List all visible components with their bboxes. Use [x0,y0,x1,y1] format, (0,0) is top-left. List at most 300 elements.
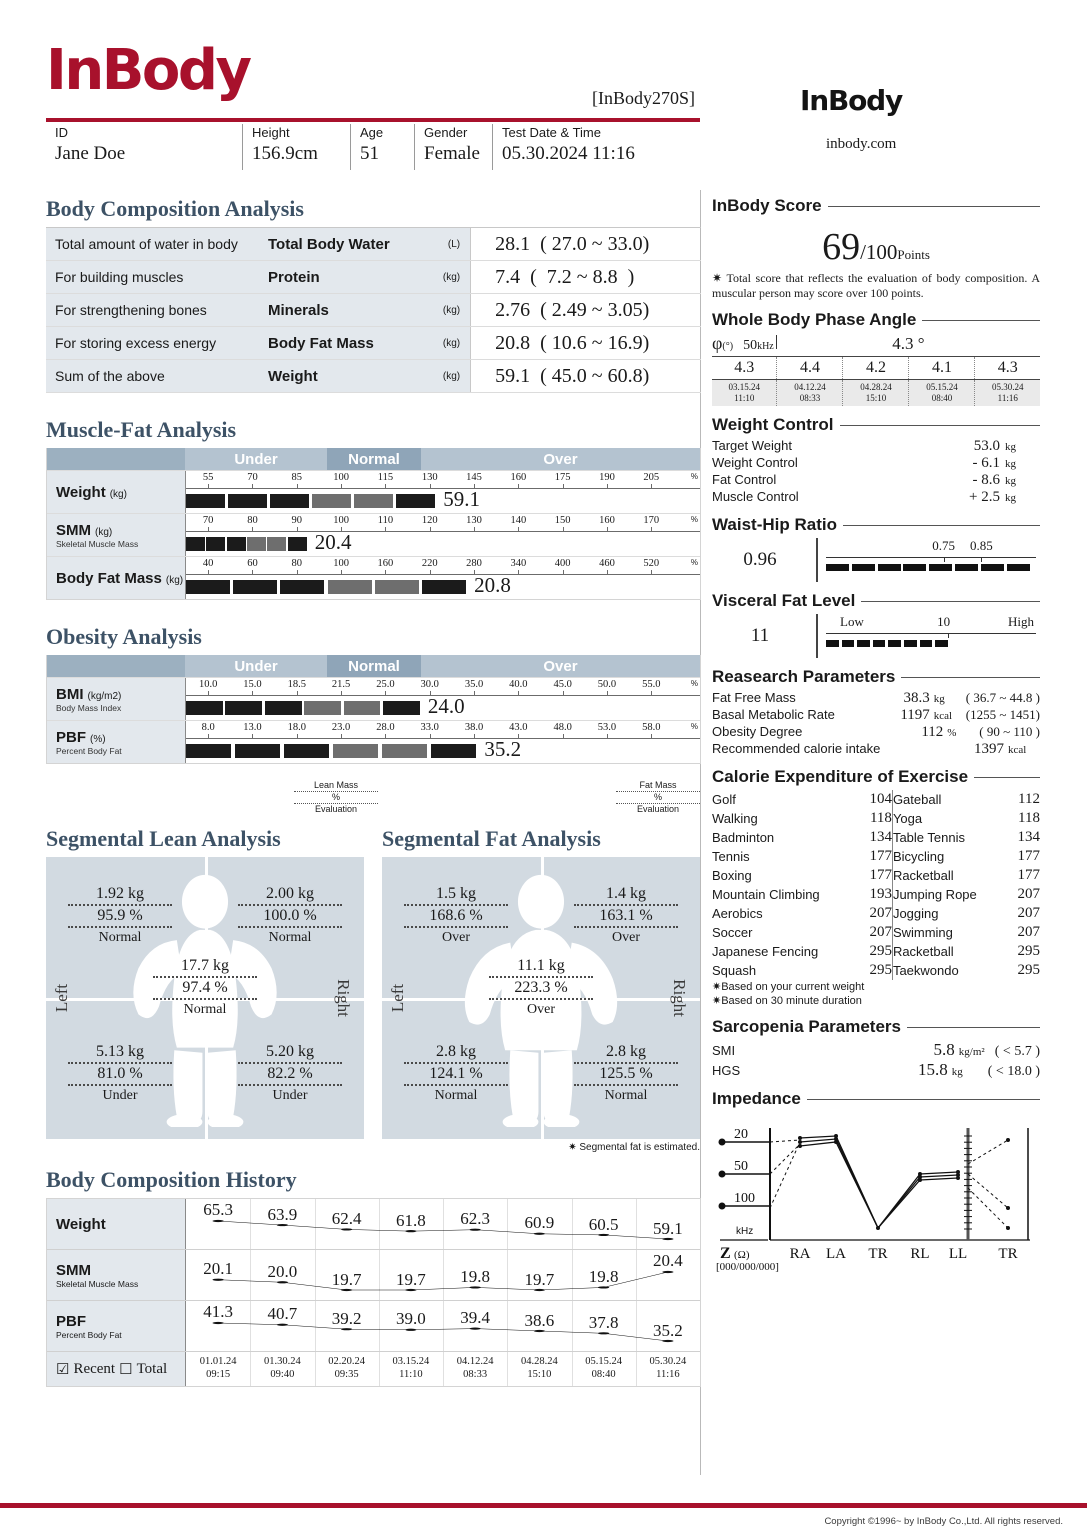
row-description: For strengthening bones [46,294,262,327]
impedance-y-tick: 100 [734,1191,755,1206]
impedance-footer: [000/000/000] [716,1261,779,1272]
phase-angle-date: 04.12.24 08:33 [777,380,843,407]
history-date-label [585,1355,622,1381]
row-name: Protein [262,261,427,294]
visceral-fat-gauge-row [712,614,1040,658]
segmental-fat-note: ✷ Segmental fat is estimated. [568,1142,700,1153]
tick-label: 400 [554,558,571,569]
graph-bar-fill [186,494,435,508]
tick-mark [208,570,209,574]
obesity-band-header [47,655,700,677]
segment-mass: 17.7 kg [153,957,257,978]
impedance-x-tick: RL [910,1246,930,1262]
tick-mark [607,527,608,531]
graph-tick-axis [186,721,700,739]
segment-evaluation: Under [272,1088,308,1103]
fat-legend-line2: % [616,792,700,804]
band-over-2: Over [421,655,700,677]
tick-mark [385,734,386,738]
band-normal: Normal [327,448,421,470]
band-header-spacer [47,448,185,470]
history-title: Body Composition History [46,1167,297,1192]
tick-label: 85 [291,472,303,483]
graph-tick-axis [186,557,700,575]
bar-segment [422,580,466,594]
research-unit: kcal [933,710,953,722]
title-rule-4 [843,525,1040,526]
phase-angle-header [712,310,1040,330]
visceral-fat-gauge [816,614,1040,658]
inbody-score-value: 69 [822,226,861,268]
title-rule-8 [907,1027,1040,1028]
frequency-unit: kHz [757,341,774,352]
lean-legend-line2: % [294,792,378,804]
history-value-label: 59.1 [653,1218,683,1238]
impedance-z-label: Z [720,1245,731,1262]
sarcopenia-range: ( < 5.7 ) [994,1044,1040,1059]
gauge-dash [873,640,886,647]
phi-symbol: φ [712,333,723,353]
history-value-label: 37.8 [588,1312,619,1332]
phase-angle-date: 03.15.24 11:10 [712,380,777,407]
impedance-khz-label: kHz [736,1226,754,1237]
weight-control-header [712,415,1040,435]
bar-segment [344,701,381,715]
segment-mass: 2.8 kg [574,1043,678,1064]
title-rule-7 [974,777,1040,778]
exercise-row [712,904,1040,923]
left-side-label: Left [388,983,408,1013]
segment-left-leg [68,1043,172,1104]
research-row [712,690,1040,707]
history-metric-name: SMM [56,1261,91,1279]
tick-label: 10.0 [198,679,218,690]
inbody-score-value-box [712,219,1040,271]
patient-field-id [46,124,242,170]
tick-label: 55 [202,472,214,483]
whr-tick-label: 0.85 [970,538,993,553]
gauge-dash [904,640,917,647]
field-value: Female [424,143,480,164]
segment-mass: 5.20 kg [238,1043,342,1064]
history-line-chart [186,1199,700,1249]
exercise-note-2: ✷Based on 30 minute duration [712,995,862,1007]
row-description: Total amount of water in body [46,228,262,261]
exercise-name-left: Soccer [712,925,753,940]
weight-control-unit: kg [1005,458,1016,470]
graph-row [47,677,700,720]
segment-left-arm [68,885,172,946]
graph-row [47,513,700,556]
gauge-dash [1007,564,1030,571]
percent-symbol: % [690,679,698,688]
exercise-calories-left: 295 [861,961,893,980]
tick-label: 80 [247,515,258,526]
tick-label: 38.0 [464,722,484,733]
segment-evaluation: Over [527,1002,555,1017]
tick-mark [651,570,652,574]
phase-angle-subheader [712,333,1040,354]
graph-row [47,556,700,599]
phase-angle-current: 4.3 ° [892,334,925,353]
tick-mark [341,570,342,574]
header-divider-rule [46,118,700,122]
history-row-body [185,1199,700,1249]
lean-mass-legend [294,780,378,815]
row-description: Sum of the above [46,360,262,393]
impedance-x-tick: LA [826,1246,846,1262]
visceral-fat-value: 11 [750,625,770,646]
gauge-dash [857,640,870,647]
patient-field-age [350,124,414,170]
exercise-name-right: Taekwondo [892,963,959,978]
inbody-score-denominator: /100 [860,240,898,264]
history-row-label [47,1199,185,1249]
tick-label: 70 [202,515,214,526]
exercise-calories-right: 177 [1017,867,1040,883]
graph-row-label [47,557,185,599]
metric-unit: (%) [90,733,106,745]
exercise-calories-right: 134 [1017,829,1040,845]
sarcopenia-title: Sarcopenia Parameters [712,1017,901,1036]
tick-label: 160 [599,515,615,526]
tick-label: 50.0 [597,679,617,690]
graph-bar-value: 35.2 [484,737,522,761]
exercise-calories-right: 207 [1017,905,1040,921]
body-composition-title: Body Composition Analysis [46,196,304,221]
bar-segment [265,701,302,715]
phase-angle-value: 4.4 [777,357,843,380]
exercise-name-right: Table Tennis [892,830,965,845]
graph-row [47,720,700,763]
research-value: 112 [921,724,944,740]
bar-segment [333,744,378,758]
vfl-low-label: Low [840,614,864,629]
impedance-y-tick: 50 [734,1159,748,1174]
metric-unit: (kg) [95,526,113,538]
sarcopenia-label: SMI [712,1043,736,1058]
weight-control-value: - 8.6 [972,472,1000,488]
inbody-website-url: inbody.com [826,136,897,152]
bar-segment [228,494,267,508]
date-cell-divider [636,1352,637,1386]
bar-segment [267,537,286,551]
bar-segment [375,580,419,594]
tick-label: 280 [466,558,482,569]
tick-label: 18.5 [287,679,306,690]
history-value-label: 19.7 [396,1269,426,1289]
research-row [712,741,1040,758]
body-composition-row [46,360,701,393]
weight-control-label: Muscle Control [712,489,799,504]
history-footer [47,1352,700,1386]
segment-left-arm [404,885,508,946]
history-mode-selector[interactable] [47,1352,185,1386]
tick-mark [297,527,298,531]
tick-label: 55.0 [642,679,661,690]
exercise-name-right: Jumping Rope [892,887,977,902]
sarcopenia-section [712,1017,1040,1080]
waist-hip-tick-labels [826,538,1036,558]
history-value-label: 19.8 [460,1267,490,1287]
title-rule-9 [807,1099,1040,1100]
impedance-plot [712,1112,1040,1272]
device-model-tag: [InBody270S] [592,88,695,108]
history-time: 09:15 [206,1369,231,1380]
history-value-label: 60.5 [588,1214,619,1234]
exercise-calories-left: 207 [861,923,893,942]
history-value-label: 40.7 [267,1304,298,1324]
impedance-chart [712,1112,1040,1272]
history-line-chart [186,1301,700,1351]
tick-label: 120 [421,515,438,526]
history-value-label: 38.6 [524,1310,555,1330]
weight-control-label: Fat Control [712,472,777,487]
segment-left-leg [404,1043,508,1104]
tick-mark [430,484,431,488]
title-rule [828,206,1040,207]
field-value: 05.30.2024 11:16 [502,143,635,164]
gauge-dash [955,564,978,571]
obesity-title: Obesity Analysis [46,624,202,649]
graph-row-body [185,471,700,513]
row-value: 28.1 ( 27.0 ~ 33.0) [471,228,701,261]
date-cell-divider [379,1352,380,1386]
exercise-calories-left: 134 [861,828,893,847]
field-label: Height [252,125,290,140]
research-value: 1397 [974,741,1004,757]
exercise-name-right: Yoga [892,811,923,826]
sarcopenia-unit: kg/m² [958,1046,985,1058]
recent-checkbox-icon[interactable]: ☑ [56,1361,70,1378]
tick-label: 35.0 [464,679,484,690]
phase-angle-date: 05.15.24 08:40 [909,380,975,407]
visceral-fat-section [712,591,1040,658]
phase-angle-date: 05.30.24 11:16 [975,380,1040,407]
tick-mark [651,734,652,738]
degree-unit: (°) [722,341,734,352]
tick-mark [385,570,386,574]
weight-control-unit: kg [1005,441,1016,453]
graph-bar-value: 20.8 [474,573,511,597]
exercise-calories-left: 193 [861,885,893,904]
weight-control-row [712,472,1040,489]
exercise-name-right: Racketball [892,868,954,883]
impedance-title: Impedance [712,1089,801,1108]
graph-bar-zone [186,532,700,556]
research-value: 38.3 [903,690,930,706]
tick-label: 100 [333,472,349,483]
metric-name: SMM [56,521,91,539]
phase-angle-value: 4.3 [712,357,777,380]
bar-segment [225,701,262,715]
tick-label: 150 [554,515,571,526]
row-value: 7.4 ( 7.2 ~ 8.8 ) [471,261,701,294]
segment-percent: 124.1 % [404,1064,508,1086]
date-cell-divider [572,1352,573,1386]
whr-tick-label: 0.75 [932,538,955,553]
history-date: 01.01.24 [199,1356,237,1367]
date-cell-divider [507,1352,508,1386]
exercise-row [712,885,1040,904]
metric-subtitle: Body Mass Index [56,702,122,713]
segment-mass: 1.92 kg [68,885,172,906]
history-value-label: 20.1 [203,1259,233,1279]
graph-row [47,470,700,513]
tick-label: 40 [202,558,214,569]
tick-label: 53.0 [597,722,617,733]
exercise-calories-right: 177 [1017,848,1040,864]
row-unit: (kg) [427,360,471,393]
total-checkbox-icon[interactable]: ☐ [119,1361,133,1378]
history-date: 03.15.24 [392,1356,430,1367]
right-side-label: Right [334,979,354,1017]
tick-mark [297,691,298,695]
research-range: ( 36.7 ~ 44.8 ) [965,690,1040,705]
exercise-name-left: Mountain Climbing [712,887,820,902]
bar-segment [186,701,223,715]
history-row [47,1250,700,1301]
metric-name: Weight [56,483,106,501]
gauge-dash [903,564,926,571]
history-value-label: 39.0 [396,1309,426,1329]
segment-percent: 223.3 % [489,978,593,1000]
tick-mark [385,691,386,695]
copyright-text: Copyright ©1996~ by InBody Co.,Ltd. All rights reserved. [824,1516,1063,1527]
fat-legend-line3: Evaluation [636,804,680,814]
history-time: 11:16 [656,1369,680,1380]
segment-mass: 2.8 kg [404,1043,508,1064]
tick-mark [563,570,564,574]
exercise-row [712,866,1040,885]
tick-label: 170 [643,515,660,526]
date-cell-divider [250,1352,251,1386]
exercise-name-left: Tennis [712,849,750,864]
tick-label: 8.0 [201,722,215,733]
exercise-calories-right: 207 [1017,886,1040,902]
exercise-calories-left: 295 [861,942,893,961]
bar-segment [186,537,205,551]
graph-bar-value: 20.4 [314,530,352,554]
field-label: Age [360,125,384,140]
whr-tick-mark [944,558,945,562]
history-value-label: 62.4 [331,1209,362,1229]
bar-segment [186,580,230,594]
tick-mark [297,734,298,738]
tick-mark [252,570,253,574]
exercise-name-right: Bicycling [892,849,945,864]
segment-percent: 168.6 % [404,906,508,928]
tick-mark [385,527,386,531]
segmental-fat-title: Segmental Fat Analysis [382,826,601,851]
tick-mark [607,570,608,574]
tick-mark [607,691,608,695]
tick-mark [341,484,342,488]
tick-mark [252,484,253,488]
bar-segment [235,744,280,758]
inbody-score-header [712,196,1040,216]
tick-mark [297,484,298,488]
exercise-calories-right: 207 [1017,924,1040,940]
right-side-label: Right [670,979,690,1017]
graph-bar-fill [186,744,476,758]
tick-label: 520 [643,558,660,569]
inbody-brand-logo: InBody [800,84,903,117]
waist-hip-section [712,515,1040,582]
graph-bar-zone [186,489,700,513]
sarcopenia-value: 5.8 [933,1040,955,1059]
weight-control-value: + 2.5 [969,489,1000,505]
sarcopenia-range: ( < 18.0 ) [987,1064,1040,1079]
tick-label: 45.0 [553,679,572,690]
research-label: Recommended calorie intake [712,741,881,756]
exercise-name-left: Aerobics [712,906,763,921]
graph-row-label [47,471,185,513]
history-value-label: 63.9 [267,1204,298,1224]
graph-row-label [47,678,185,720]
tick-mark [208,734,209,738]
history-line-chart [186,1250,700,1300]
bar-segment [206,537,225,551]
exercise-calories-left: 177 [861,847,893,866]
tick-mark [252,734,253,738]
history-metric-name: Weight [56,1215,106,1233]
tick-label: 13.0 [243,722,262,733]
waist-hip-bar [826,558,1036,578]
phase-angle-value: 4.3 [975,357,1040,380]
weight-control-label: Target Weight [712,438,792,453]
graph-row-body [185,514,700,556]
segment-mass: 1.4 kg [574,885,678,906]
history-date: 05.15.24 [585,1356,622,1367]
obesity-graph-table [46,655,701,764]
muscle-fat-graph-table [46,448,701,600]
sarcopenia-row [712,1060,1040,1080]
muscle-fat-title: Muscle-Fat Analysis [46,417,237,442]
exercise-calories-right: 295 [1017,943,1040,959]
exercise-header [712,767,1040,787]
tick-label: 100 [333,515,349,526]
graph-bar-fill [186,701,420,715]
tick-mark [518,527,519,531]
history-time: 09:35 [334,1369,359,1380]
history-value-label: 39.2 [331,1308,362,1328]
history-value-label: 41.3 [203,1302,233,1322]
graph-row-body [185,721,700,763]
left-column [46,196,701,1387]
field-value: 51 [360,143,379,164]
tick-label: 18.0 [287,722,306,733]
phase-angle-title: Whole Body Phase Angle [712,310,917,329]
research-value: 1197 [900,707,930,723]
exercise-name-left: Golf [712,792,736,807]
impedance-x-tick: RA [789,1246,811,1262]
exercise-calories-left: 207 [861,904,893,923]
percent-symbol: % [690,722,698,731]
research-title: Reasearch Parameters [712,667,896,686]
history-date-label [264,1355,301,1381]
weight-control-section [712,415,1040,506]
history-metric-subtitle: Percent Body Fat [56,1329,122,1340]
exercise-calories-right: 118 [1018,810,1040,826]
exercise-name-left: Japanese Fencing [712,944,819,959]
tick-label: 175 [554,472,571,483]
lean-legend-line3: Evaluation [314,804,358,814]
inbody-score-title: InBody Score [712,196,822,215]
segment-evaluation: Over [442,930,470,945]
gauge-dash [826,640,839,647]
metric-subtitle: Percent Body Fat [56,745,122,756]
